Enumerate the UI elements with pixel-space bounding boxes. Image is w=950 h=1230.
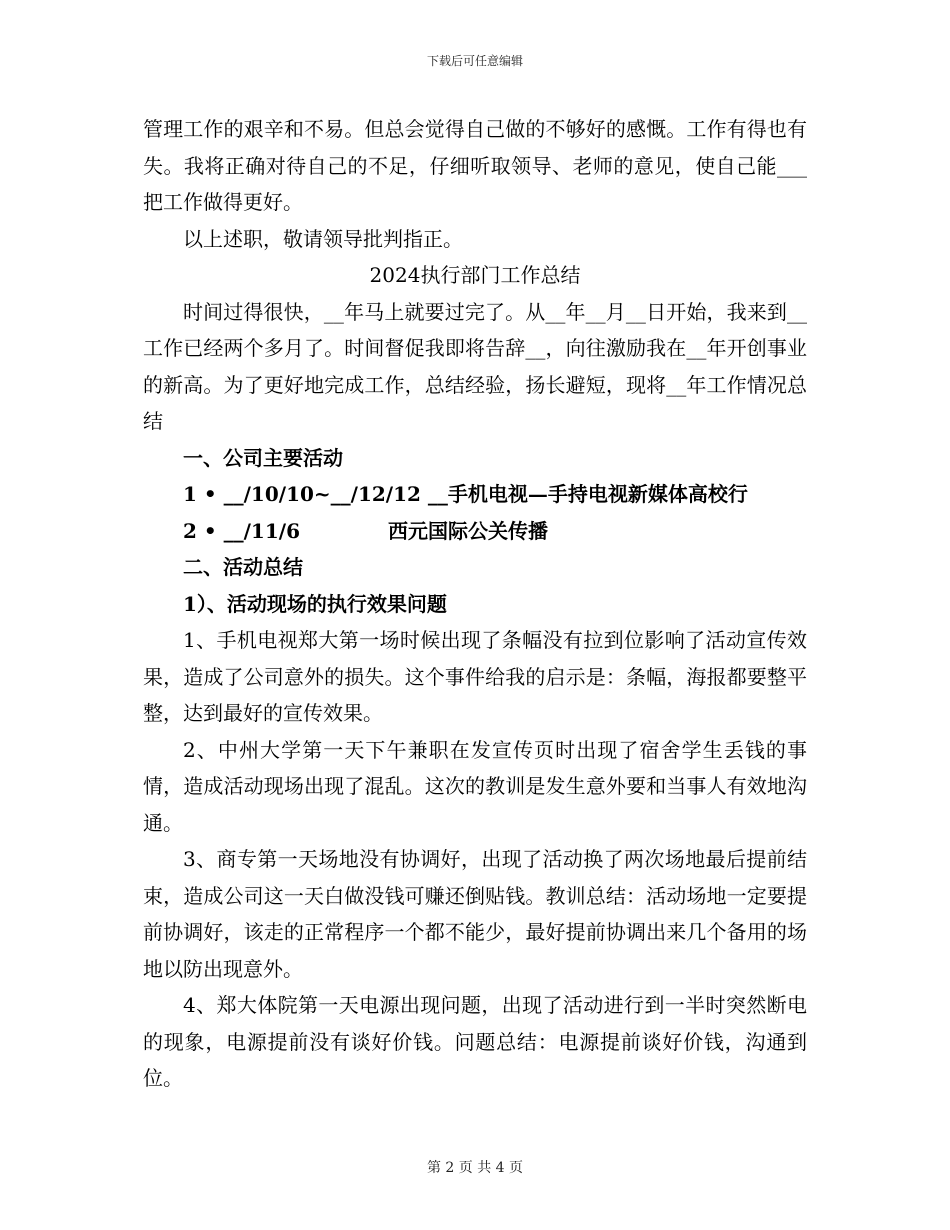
heading-activity-summary: 二、活动总结 bbox=[183, 555, 303, 579]
paragraph-issue-4: 4、郑大体院第一天电源出现问题，出现了活动进行到一半时突然断电的现象，电源提前没有谈好价钱。问题总结：电源提前谈好价钱，沟通到位。 bbox=[143, 993, 807, 1090]
paragraph-continuation: 管理工作的艰辛和不易。但总会觉得自己做的不够好的感慨。工作有得也有失。我将正确对待自己的不足，仔细听取领导、老师的意见，使自己能___把工作做得更好。 bbox=[143, 117, 807, 214]
document-body bbox=[143, 111, 807, 1097]
paragraph-issue-3: 3、商专第一天场地没有协调好，出现了活动换了两次场地最后提前结束，造成公司这一天白做没钱可赚还倒贴钱。教训总结：活动场地一定要提前协调好，该走的正常程序一个都不能少，最好提前协调出来几个备用的场地以防出现意外。 bbox=[143, 847, 807, 981]
paragraph-issue-2: 2、中州大学第一天下午兼职在发宣传页时出现了宿舍学生丢钱的事情，造成活动现场出现了混乱。这次的教训是发生意外要和当事人有效地沟通。 bbox=[143, 737, 807, 835]
heading-execution-issues: 1）、活动现场的执行效果问题 bbox=[183, 591, 447, 616]
section-title: 2024执行部门工作总结 bbox=[369, 263, 581, 287]
paragraph-intro: 时间过得很快，__年马上就要过完了。从__年__月__日开始，我来到__工作已经两个多月了。时间督促我即将告辞__，向往激励我在__年开创事业的新高。为了更好地完成工作，总结经验，扬长避短，现将__年工作情况总结 bbox=[143, 299, 807, 433]
activity-item-2-date: 2 • __/11/6 bbox=[183, 518, 300, 543]
heading-main-activities: 一、公司主要活动 bbox=[183, 445, 343, 470]
page-footer: 第 2 页 共 4 页 bbox=[426, 1160, 524, 1176]
paragraph-issue-1: 1、手机电视郑大第一场时候出现了条幅没有拉到位影响了活动宣传效果，造成了公司意外的损失。这个事件给我的启示是：条幅，海报都要整平整，达到最好的宣传效果。 bbox=[143, 628, 807, 725]
activity-item-1: 1 • __/10/10~__/12/12 __手机电视—手持电视新媒体高校行 bbox=[183, 482, 748, 506]
page-header: 下载后可任意编辑 bbox=[426, 54, 523, 68]
activity-item-2-name: 西元国际公关传播 bbox=[387, 518, 548, 543]
activity-item-2 bbox=[143, 513, 807, 550]
paragraph-closing: 以上述职，敬请领导批判指正。 bbox=[183, 226, 463, 251]
